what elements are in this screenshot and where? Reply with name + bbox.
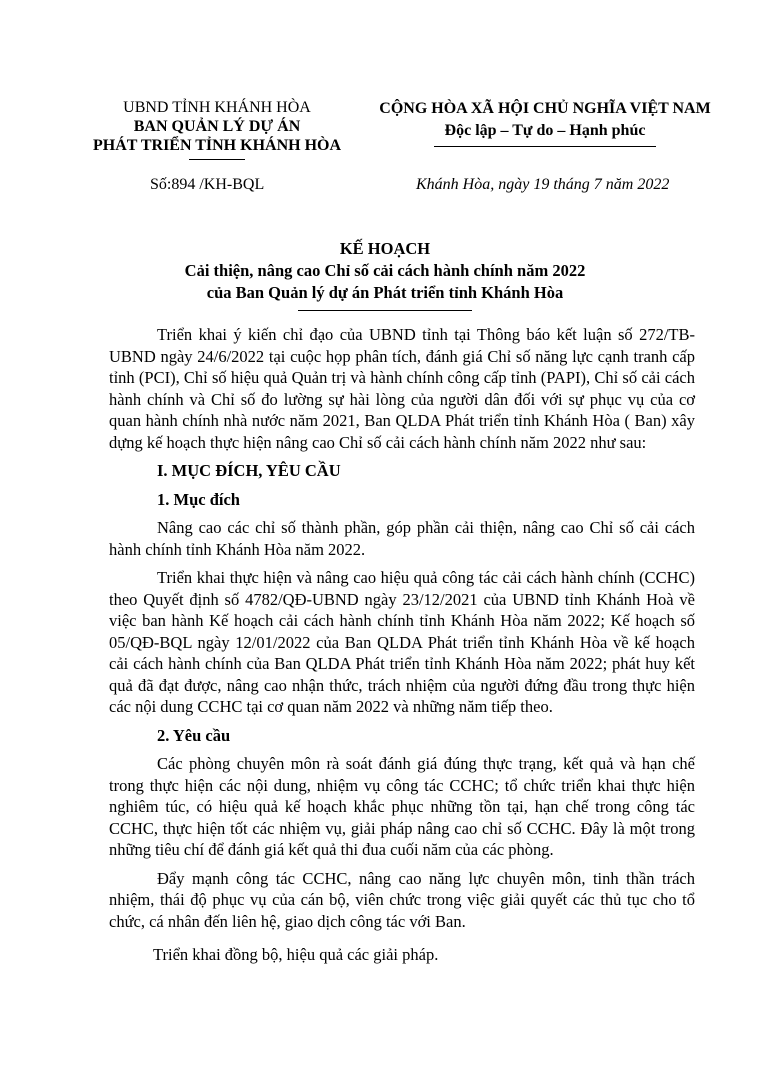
subsection-heading-purpose: 1. Mục đích — [157, 489, 240, 509]
national-motto — [360, 98, 730, 147]
agency-parent: UBND TỈNH KHÁNH HÒA — [123, 99, 311, 116]
motto: Độc lập – Tự do – Hạnh phúc — [444, 122, 646, 139]
motto-underline — [434, 146, 656, 147]
issuing-agency — [86, 98, 348, 160]
paragraph: Triển khai thực hiện và nâng cao hiệu quả công tác cải cách hành chính (CCHC) theo Quyết định số 4782/QĐ-UBND ngày 23/12/2021 của UBND tỉnh Khánh Hoà về việc ban hành Kế hoạch cải cách hành chính tỉnh Khánh Hòa năm 2022; Kế hoạch số 05/QĐ-BQL ngày 12/01/2022 của Ban QLDA Phát triển tỉnh Khánh Hòa về kế hoạch cải cách hành chính của Ban QLDA Phát triển tỉnh Khánh Hòa năm 2022; phát huy kết quả đã đạt được, nâng cao nhận thức, trách nhiệm của người đứng đầu trong thực hiện các nội dung CCHC tại cơ quan năm 2022 và những năm tiếp theo. — [109, 568, 695, 716]
paragraph: Đẩy mạnh công tác CCHC, nâng cao năng lực chuyên môn, tinh thần trách nhiệm, thái độ phục vụ của cán bộ, viên chức trong việc giải quyết các thủ tục cho tổ chức, cá nhân đến liên hệ, giao dịch công tác với Ban. — [109, 868, 695, 931]
title-sub1: Cải thiện, nâng cao Chỉ số cải cách hành chính năm 2022 — [184, 261, 586, 280]
paragraph: Triển khai đồng bộ, hiệu quả các giải pháp. — [153, 945, 439, 964]
paragraph: Nâng cao các chỉ số thành phần, góp phần cải thiện, nâng cao Chỉ số cải cách hành chính tỉnh Khánh Hòa năm 2022. — [109, 518, 695, 559]
agency-underline — [189, 159, 245, 160]
title-sub2: của Ban Quản lý dự án Phát triển tỉnh Khánh Hòa — [206, 283, 564, 302]
title-underline — [298, 310, 472, 311]
document-body — [109, 324, 695, 973]
section-heading: I. MỤC ĐÍCH, YÊU CẦU — [157, 461, 341, 480]
agency-name-line1: BAN QUẢN LÝ DỰ ÁN — [133, 118, 301, 135]
place-date: Khánh Hòa, ngày 19 tháng 7 năm 2022 — [416, 176, 670, 193]
document-number: Số:894 /KH-BQL — [150, 176, 265, 193]
country-name: CỘNG HÒA XÃ HỘI CHỦ NGHĨA VIỆT NAM — [379, 100, 711, 117]
subsection-heading-requirements: 2. Yêu cầu — [157, 725, 231, 745]
agency-name-line2: PHÁT TRIỂN TỈNH KHÁNH HÒA — [92, 137, 342, 154]
paragraph: Các phòng chuyên môn rà soát đánh giá đúng thực trạng, kết quả và hạn chế trong thực hiện các nội dung, nhiệm vụ công tác CCHC; tổ chức triển khai thực hiện nghiêm túc, có hiệu quả kế hoạch khắc phục những tồn tại, hạn chế trong công tác CCHC, thực hiện tốt các nhiệm vụ, giải pháp nâng cao chỉ số CCHC. Đây là một trong những tiêu chí để đánh giá kết quả thi đua cuối năm của các phòng. — [109, 754, 695, 859]
document-title — [90, 238, 680, 311]
intro-paragraph: Triển khai ý kiến chỉ đạo của UBND tỉnh tại Thông báo kết luận số 272/TB-UBND ngày 24/6/2022 tại cuộc họp phân tích, đánh giá Chỉ số năng lực cạnh tranh cấp tỉnh (PCI), Chỉ số hiệu quả Quản trị và hành chính công cấp tỉnh (PAPI), Chỉ số cải cách hành chính và Chỉ số đo lường sự hài lòng của người dân đối với sự phục vụ của cơ quan hành chính nhà nước năm 2021, Ban QLDA Phát triển tỉnh Khánh Hòa ( Ban) xây dựng kế hoạch thực hiện nâng cao Chỉ số cải cách hành chính năm 2022 như sau: — [109, 325, 695, 452]
title-main: KẾ HOẠCH — [339, 239, 431, 258]
